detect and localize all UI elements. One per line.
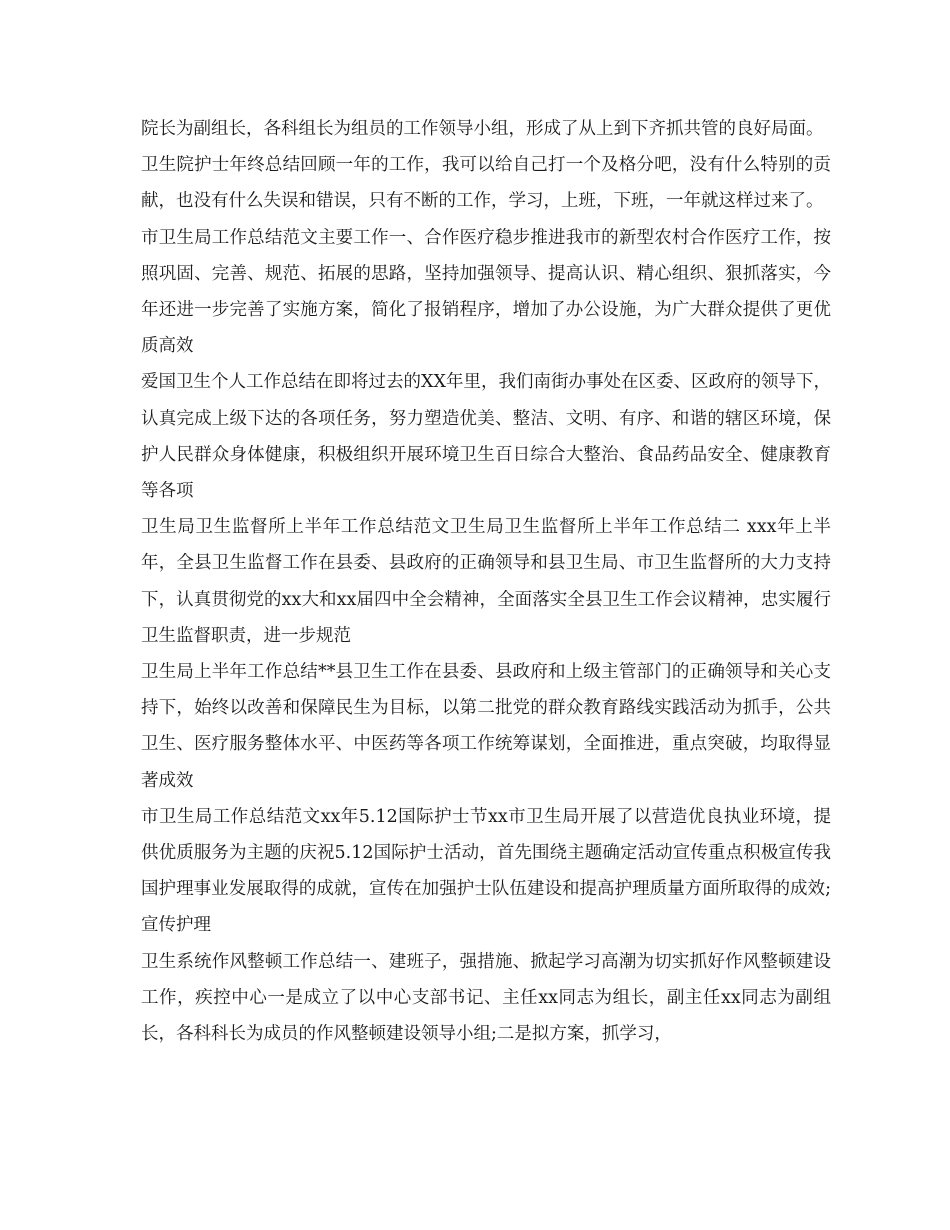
paragraph-1: 院长为副组长，各科组长为组员的工作领导小组，形成了从上到下齐抓共管的良好局面。 bbox=[141, 119, 824, 139]
paragraph-6: 卫生局上半年工作总结**县卫生工作在县委、县政府和上级主管部门的正确领导和关心支持下，始终以改善和保障民生为目标，以第二批党的群众教育路线实践活动为抓手，公共卫生、医疗服务整体水平、中医药等各项工作统筹谋划，全面推进，重点突破，均取得显著成效 bbox=[141, 662, 831, 791]
document-body bbox=[141, 111, 831, 1052]
paragraph-5: 卫生局卫生监督所上半年工作总结范文卫生局卫生监督所上半年工作总结二 xxx年上半年，全县卫生监督工作在县委、县政府的正确领导和县卫生局、市卫生监督所的大力支持下，认真贯彻党的xx大和xx届四中全会精神，全面落实全县卫生工作会议精神，忠实履行卫生监督职责，进一步规范 bbox=[141, 517, 831, 646]
paragraph-3: 市卫生局工作总结范文主要工作一、合作医疗稳步推进我市的新型农村合作医疗工作，按照巩固、完善、规范、拓展的思路，坚持加强领导、提高认识、精心组织、狠抓落实，今年还进一步完善了实施方案，简化了报销程序，增加了办公设施，为广大群众提供了更优质高效 bbox=[141, 227, 831, 357]
paragraph-4: 爱国卫生个人工作总结在即将过去的XX年里，我们南街办事处在区委、区政府的领导下，认真完成上级下达的各项任务，努力塑造优美、整洁、文明、有序、和谐的辖区环境，保护人民群众身体健康，积极组织开展环境卫生百日综合大整治、食品药品安全、健康教育等各项 bbox=[141, 372, 831, 502]
paragraph-7: 市卫生局工作总结范文xx年5.12国际护士节xx市卫生局开展了以营造优良执业环境，提供优质服务为主题的庆祝5.12国际护士活动，首先围绕主题确定活动宣传重点积极宣传我国护理事业发展取得的成就，宣传在加强护士队伍建设和提高护理质量方面所取得的成效;宣传护理 bbox=[141, 806, 831, 936]
paragraph-2: 卫生院护士年终总结回顾一年的工作，我可以给自己打一个及格分吧，没有什么特别的贡献，也没有什么失误和错误，只有不断的工作，学习，上班，下班，一年就这样过来了。 bbox=[141, 155, 831, 212]
paragraph-8: 卫生系统作风整顿工作总结一、建班子，强措施、掀起学习高潮为切实抓好作风整顿建设工作，疾控中心一是成立了以中心支部书记、主任xx同志为组长，副主任xx同志为副组长，各科科长为成员的作风整顿建设领导小组;二是拟方案，抓学习， bbox=[141, 951, 831, 1045]
